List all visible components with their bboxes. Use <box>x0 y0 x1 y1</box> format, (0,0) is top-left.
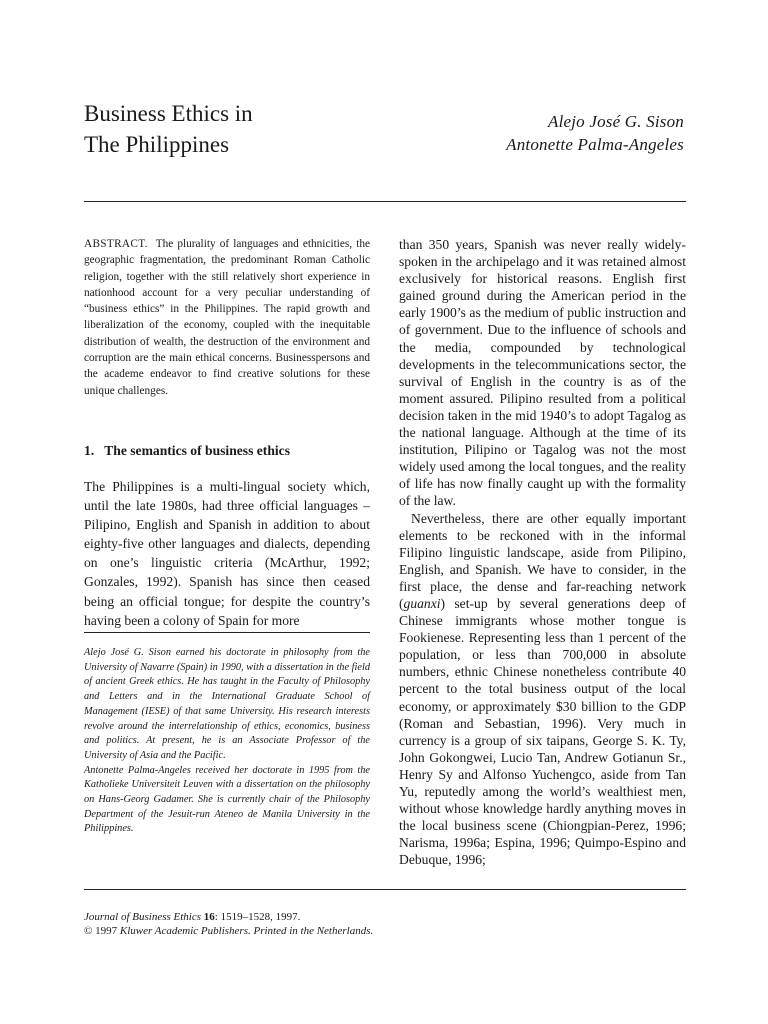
header-divider <box>84 201 686 202</box>
copyright-year: © 1997 <box>84 925 118 937</box>
abstract-label: ABSTRACT. <box>84 238 148 250</box>
body-paragraph: than 350 years, Spanish was never really widely-spoken in the archipelago and it was retained almost exclusively for historical reasons. English first gained ground during the American period in the early 1900’s as the medium of public instruction and of government. Due to the influence of schools and the media, compounded by technological developments in the telecommunications sector, the survival of English in the country is as of the moment assured. Pilipino resulted from a political decision taken in the mid 1940’s to adopt Tagalog as the national language. Although at the time of its institution, Pilipino or Tagalog was not the most widely used among the local tongues, and the reality of life has now finally caught up with the formality of the law. <box>399 237 686 509</box>
body-paragraph: The Philippines is a multi-lingual society which, until the late 1980s, had three official languages – Pilipino, English and Spanish in addition to about eighty-five other languages and dialects, depending on one’s linguistic criteria (McArthur, 1992; Gonzales, 1992). Spanish has since then ceased being an official tongue; for despite the country’s having been a colony of Spain for more <box>84 479 370 628</box>
title-line-1: Business Ethics in <box>84 101 253 126</box>
copyright-line <box>84 924 373 938</box>
left-column <box>84 236 370 399</box>
journal-volume: 16 <box>203 911 215 923</box>
journal-citation <box>84 910 373 938</box>
journal-name: Journal of Business Ethics <box>84 911 202 923</box>
section-title: The semantics of business ethics <box>104 443 290 458</box>
journal-pages: : 1519–1528, 1997. <box>214 911 301 923</box>
article-title <box>84 98 253 160</box>
footer-divider <box>84 889 686 890</box>
author-name: Alejo José G. Sison <box>548 112 684 131</box>
footnote-author-1: Alejo José G. Sison earned his doctorate in philosophy from the University of Navarre (Spain) in 1990, with a dissertation in the field of ancient Greek ethics. He has taught in the Faculty of Philosophy and Letters and in the International Graduate School of Management (IESE) of that same University. His research interests revolve around the interrelationship of ethics, economics, business and politics. At present, he is an Associate Professor of the University of Asia and the Pacific. <box>84 647 370 761</box>
publisher: Kluwer Academic Publishers. Printed in the Netherlands. <box>119 925 374 937</box>
author-list <box>506 110 684 156</box>
author-footnotes <box>84 646 370 837</box>
footnote-divider <box>84 632 370 633</box>
italic-term: guanxi <box>403 595 441 611</box>
body-paragraph <box>399 510 686 869</box>
right-column <box>399 236 686 868</box>
author-name: Antonette Palma-Angeles <box>506 135 684 154</box>
footnote-author-2: Antonette Palma-Angeles received her doctorate in 1995 from the Katholieke Universiteit Leuven with a dissertation on the philosophy on Hans-Georg Gadamer. She is currently chair of the Philosophy Department of the Jesuit-run Ateneo de Manila University in the Philippines. <box>84 764 370 835</box>
abstract-text: The plurality of languages and ethnicities, the geographic fragmentation, the predominant Roman Catholic religion, together with the still relatively short experience in nationhood account for a very peculiar understanding of “business ethics” in the Philippines. The rapid growth and liberalization of the economy, coupled with the inequitable distribution of wealth, the destruction of the environment and corruption are the main ethical concerns. Businesspersons and the academe endeavor to find creative solutions for these unique challenges. <box>84 238 371 397</box>
section-heading <box>84 443 290 459</box>
abstract <box>84 236 370 399</box>
citation-line <box>84 910 373 924</box>
paragraph-text: ) set-up by several generations deep of Chinese immigrants whose mother tongue is Fookienese. Representing less than 1 percent of the population, or less than 700,000 in absolute numbers, ethnic Chinese nonetheless contribute 40 percent to the total business output of the local economy, or approximately $30 billion to the GDP (Roman and Sebastian, 1996). Very much in currency is a group of six taipans, George S. K. Ty, John Gokongwei, Lucio Tan, Andrew Gotianun Sr., Henry Sy and Alfonso Yuchengco, aside from Tan Yu, reputedly among the world’s wealthiest men, without whose knowledge hardly anything moves in the local business scene (Chiongpian-Perez, 1996; Narisma, 1996a; Espina, 1996; Quimpo-Espino and Debuque, 1996; <box>399 595 686 868</box>
title-line-2: The Philippines <box>84 132 230 157</box>
paragraph-text: Nevertheless, there are other equally important elements to be reckoned with in the informal Filipino linguistic landscape, aside from Pilipino, English, and Spanish. We have to consider, in the first place, the dense and far-reaching network ( <box>399 510 686 611</box>
section-number: 1. <box>84 443 95 458</box>
